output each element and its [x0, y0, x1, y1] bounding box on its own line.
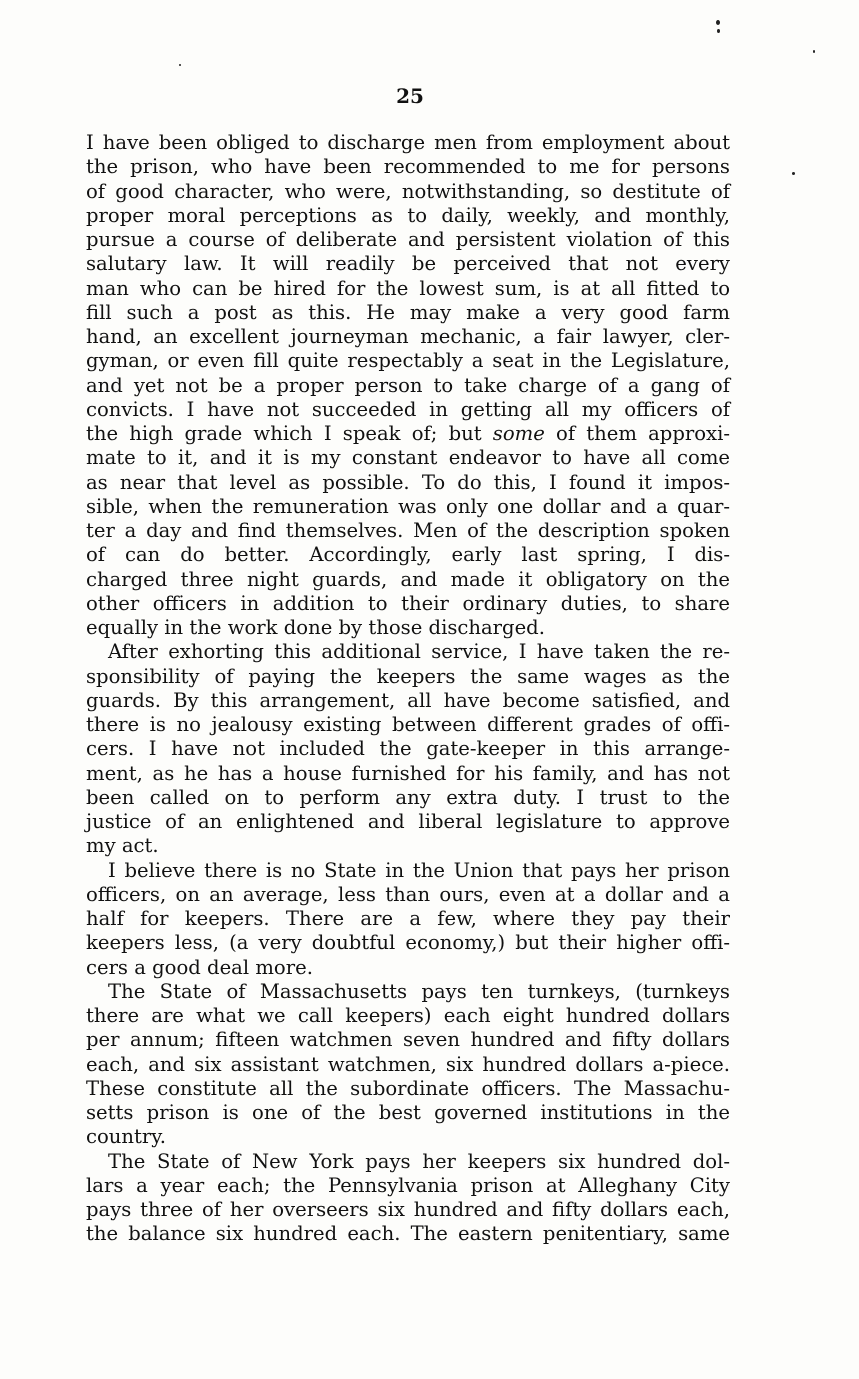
text-line: other officers in addition to their ordinary duties, to share [86, 591, 730, 615]
text-line: sponsibility of paying the keepers the same wages as the [86, 664, 730, 688]
text-line: justice of an enlightened and liberal legislature to approve [86, 810, 730, 833]
emphasis: some [492, 422, 545, 445]
text-line: and yet not be a proper person to take charge of a gang of [86, 373, 730, 397]
text-line: proper moral perceptions as to daily, weekly, and monthly, [86, 203, 730, 227]
print-speck [179, 64, 181, 66]
text-line: hand, an excellent journeyman mechanic, a fair lawyer, cler- [86, 325, 730, 348]
text-line: lars a year each; the Pennsylvania prison at Alleghany City [86, 1173, 730, 1197]
text-line: fill such a post as this. He may make a very good farm [86, 300, 730, 324]
text-line: I have been obliged to discharge men from employment about [86, 131, 730, 154]
text-line: the balance six hundred each. The eastern penitentiary, same [86, 1222, 730, 1246]
print-speck [716, 20, 720, 25]
text-line: pursue a course of deliberate and persistent violation of this [86, 228, 730, 251]
paragraph [86, 1150, 730, 1247]
body-text [86, 131, 730, 1247]
page-number: 25 [396, 84, 424, 108]
print-speck [717, 29, 720, 33]
text-line: pays three of her overseers six hundred and fifty dollars each, [86, 1198, 730, 1221]
text-line: of can do better. Accordingly, early last spring, I dis- [86, 543, 730, 567]
text-line: there is no jealousy existing between different grades of offi- [86, 713, 730, 736]
paragraph [86, 980, 730, 1150]
text-line: the high grade which I speak of; but some of them approxi- [86, 422, 730, 445]
text-line: as near that level as possible. To do this, I found it impos- [86, 470, 730, 494]
text-line: These constitute all the subordinate officers. The Massachu- [86, 1076, 730, 1100]
text-line: per annum; fifteen watchmen seven hundred and fifty dollars [86, 1028, 730, 1052]
text-line: officers, on an average, less than ours, even at a dollar and a [86, 882, 730, 906]
text-line: guards. By this arrangement, all have become satisfied, and [86, 688, 730, 712]
text-line: there are what we call keepers) each eight hundred dollars [86, 1004, 730, 1027]
text-line: keepers less, (a very doubtful economy,) but their higher offi- [86, 931, 730, 955]
text-line: the prison, who have been recommended to me for persons [86, 155, 730, 179]
text-line: charged three night guards, and made it obligatory on the [86, 567, 730, 591]
text-line: ment, as he has a house furnished for his family, and has not [86, 761, 730, 785]
text-line: country. [86, 1125, 166, 1149]
text-line: each, and six assistant watchmen, six hundred dollars a-piece. [86, 1052, 730, 1076]
text-line: After exhorting this additional service, I have taken the re- [108, 640, 730, 664]
text-line: cers a good deal more. [86, 955, 313, 979]
text-line: I believe there is no State in the Union that pays her prison [108, 858, 730, 882]
text-line: sible, when the remuneration was only one dollar and a quar- [86, 494, 730, 518]
text-line: been called on to perform any extra duty. I trust to the [86, 785, 730, 809]
text-line: gyman, or even fill quite respectably a seat in the Legislature, [86, 349, 730, 373]
text-line: salutary law. It will readily be perceived that not every [86, 252, 730, 276]
print-speck [813, 50, 815, 53]
text-line: my act. [86, 834, 159, 858]
text-line: The State of New York pays her keepers six hundred dol- [108, 1149, 730, 1173]
text-line: setts prison is one of the best governed institutions in the [86, 1101, 730, 1124]
text-line: convicts. I have not succeeded in getting all my officers of [86, 397, 730, 421]
text-line: cers. I have not included the gate-keeper in this arrange- [86, 737, 730, 761]
paragraph [86, 131, 730, 640]
print-speck [792, 172, 795, 175]
text-line: mate to it, and it is my constant endeavor to have all come [86, 446, 730, 470]
paragraph [86, 859, 730, 980]
text-line: of good character, who were, notwithstanding, so destitute of [86, 179, 730, 203]
paragraph [86, 640, 730, 858]
text-line: man who can be hired for the lowest sum, is at all fitted to [86, 276, 730, 300]
text-line: The State of Massachusetts pays ten turnkeys, (turnkeys [108, 979, 730, 1003]
text-line: half for keepers. There are a few, where they pay their [86, 907, 730, 930]
text-line: ter a day and find themselves. Men of the description spoken [86, 519, 730, 542]
text-line: equally in the work done by those discharged. [86, 616, 545, 639]
